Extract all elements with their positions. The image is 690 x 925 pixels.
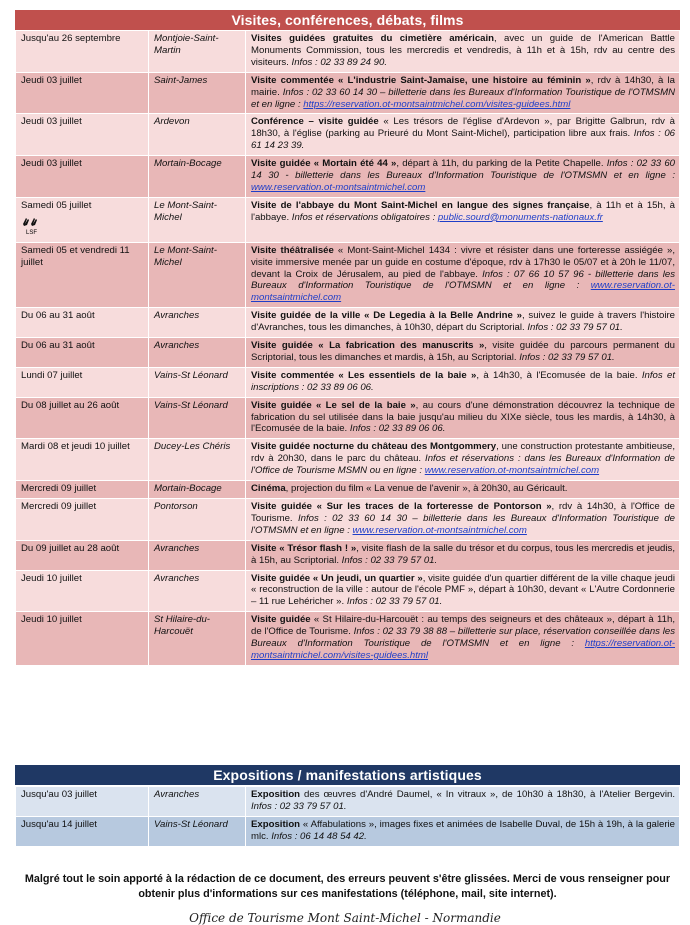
table-row — [16, 787, 680, 817]
event-description — [246, 787, 680, 817]
event-date: Mardi 08 et jeudi 10 juillet — [21, 441, 130, 453]
event-link[interactable]: https://reservation.ot-montsaintmichel.com/visites-guidees.html — [303, 98, 571, 110]
event-date: Mercredi 09 juillet — [21, 483, 97, 495]
event-text: « Mont-Saint-Michel 1434 : vivre et résister dans une forteresse assiégée », visite immersive menée par un guide en costume d'époque, rdv à 17h30 le 05/07 et à 20h le 11/07, devant la Croix de Jérusalem, au pied de l'abbaye. — [251, 244, 675, 280]
event-text: , au cours d'une démonstration découvrez la technique de fabrication du sel utilisée dans la baie jusqu'au milieu du XIXe siècle, tous les mardis, à 14h30, à l'Ecomusée de la baie. — [251, 399, 675, 435]
table-row — [16, 308, 680, 338]
event-info: Infos : 02 33 79 38 88 – billetterie sur place, réservation conseillée dans les Bureaux d'Information Touristique de l'OTMSMN et en ligne : — [251, 626, 675, 650]
event-description — [246, 481, 680, 499]
event-date-cell — [16, 31, 149, 73]
visits-section-title: Visites, conférences, débats, films — [15, 10, 680, 30]
table-row — [16, 540, 680, 570]
event-date: Jusqu'au 14 juillet — [21, 818, 97, 830]
event-info: Infos : 02 33 79 57 01. — [519, 351, 615, 363]
table-row — [16, 242, 680, 308]
event-place: Mortain-Bocage — [149, 156, 246, 198]
event-link[interactable]: www.reservation.ot-montsaintmichel.com — [251, 280, 675, 304]
event-text: des œuvres d'André Daumel, « In vitraux », de 10h30 à 18h30, à l'Atelier Bergevin. — [300, 789, 675, 800]
event-text: , visite flash de la salle du trésor et du corpus, tous les mercredis et jeudis, à 15h, au Scriptorial. — [251, 542, 675, 566]
event-date: Jeudi 10 juillet — [21, 614, 82, 626]
event-date-cell — [16, 72, 149, 114]
event-link[interactable]: https://reservation.ot-montsaintmichel.com/visites-guidees.html — [251, 638, 675, 661]
event-text: , une construction protestante ambitieuse, rdv à 20h30, dans le parc du château. — [251, 441, 676, 465]
event-text: , rdv à 14h30, à la mairie. — [251, 74, 675, 98]
event-text: , à 11h et à 15h, à l'abbaye. — [251, 199, 675, 223]
event-place: Saint-James — [149, 72, 246, 114]
events-table — [15, 30, 680, 666]
event-date-cell — [16, 338, 149, 368]
event-info: Infos : 02 33 60 14 30 – billetterie dans les Bureaux d'Information Touristique de l'OTMSMN et en ligne : — [251, 86, 675, 110]
event-date: Du 06 au 31 août — [21, 310, 95, 322]
event-date-cell — [16, 540, 149, 570]
event-info: Infos : 02 33 79 57 01. — [527, 322, 623, 334]
exhibitions-table — [15, 786, 680, 847]
event-title: Visite « Trésor flash ! » — [251, 542, 357, 554]
table-row — [16, 816, 680, 846]
event-description — [246, 242, 680, 308]
event-date-cell — [16, 114, 149, 156]
event-date: Samedi 05 juillet — [21, 199, 92, 211]
event-title: Visite commentée « L'industrie Saint-Jamaise, une histoire au féminin » — [251, 74, 591, 86]
event-text: , départ à 11h, du parking de la Petite Chapelle. — [396, 158, 607, 170]
event-text: , projection du film « La venue de l'avenir », à 20h30, au Géricault. — [285, 483, 568, 495]
event-date: Du 08 juillet au 26 août — [21, 399, 120, 411]
event-place: Le Mont-Saint-Michel — [149, 242, 246, 308]
event-title: Visite guidée « Sur les traces de la forteresse de Pontorson » — [251, 501, 552, 512]
event-place: Avranches — [149, 308, 246, 338]
event-date-cell — [16, 816, 149, 846]
event-date: Jeudi 10 juillet — [21, 572, 82, 584]
event-info: Infos : 06 61 14 23 39. — [251, 128, 675, 152]
sign-language-icon — [21, 215, 41, 239]
event-title: Visite guidée « La fabrication des manuscrits » — [251, 340, 485, 352]
event-place: Ardevon — [149, 114, 246, 156]
event-title: Visite guidée de la ville « De Legedia à la Belle Andrine » — [251, 310, 522, 322]
event-text: , visite guidée d'un quartier différent de la ville chaque jeudi « reconstruction de la ville : autour de l'école PMF », départ à 10h30, devant « L'Autre Cordonnerie – 11 rue Lehéricher ». — [251, 572, 675, 608]
table-row — [16, 114, 680, 156]
event-info: Infos : 02 33 60 14 30 - billetterie dans les Bureaux d'Information Touristique de l'OTMSMN et en ligne : — [251, 158, 676, 182]
event-title: Visite théâtralisée — [251, 244, 334, 256]
event-description — [246, 397, 680, 439]
event-place: Le Mont-Saint-Michel — [149, 197, 246, 242]
table-row — [16, 612, 680, 666]
event-description — [246, 540, 680, 570]
event-link[interactable]: www.reservation.ot-montsaintmichel.com — [352, 524, 527, 536]
event-link[interactable]: www.reservation.ot-montsaintmichel.com — [251, 181, 426, 193]
event-info: Infos et réservations : dans les Bureaux d'Information de l'Office de Tourisme MSMN ou en ligne : — [251, 453, 675, 477]
event-place: Avranches — [149, 787, 246, 817]
event-date-cell — [16, 367, 149, 397]
event-text: , visite guidée du parcours permanent du Scriptorial, tous les dimanches et mardis, à 15h, au Scriptorial. — [251, 340, 676, 363]
event-date: Mercredi 09 juillet — [21, 501, 97, 512]
event-text: « Les trésors de l'église d'Ardevon », par Brigitte Galbrun, rdv à 18h30, à l'église (parking au Prieuré du Mont Saint-Michel), participation libre aux frais. — [251, 116, 675, 140]
disclaimer: Malgré tout le soin apporté à la rédaction de ce document, des erreurs peuvent s'être glissées. Merci de vous renseigner pour obtenir plus d'informations sur ces manifestations (téléphone, mail, site internet). — [24, 873, 671, 900]
event-text: , à 14h30, à l'Ecomusée de la baie. — [476, 369, 642, 381]
table-row — [16, 156, 680, 198]
event-place: Ducey-Les Chéris — [149, 439, 246, 481]
event-description — [246, 816, 680, 846]
event-info: Infos : 02 33 89 06 06. — [349, 423, 446, 435]
event-description — [246, 439, 680, 481]
event-info: Infos : 07 66 10 57 96 - billetterie dans les Bureaux d'Information Touristique de l'OTMSMN et en ligne : — [251, 268, 675, 292]
event-date-cell — [16, 570, 149, 612]
table-row — [16, 31, 680, 73]
event-date-cell — [16, 499, 149, 541]
event-date: Samedi 05 et vendredi 11 juillet — [21, 244, 130, 268]
event-date: Jeudi 03 juillet — [21, 158, 82, 170]
event-place: Vains-St Léonard — [149, 816, 246, 846]
event-info: Infos : 02 33 79 57 01. — [251, 800, 347, 812]
event-description — [246, 308, 680, 338]
event-description — [246, 367, 680, 397]
event-info: Infos : 06 14 48 54 42. — [271, 830, 367, 842]
event-title: Visite commentée « Les essentiels de la baie » — [251, 369, 477, 381]
event-description — [246, 499, 680, 541]
table-row — [16, 397, 680, 439]
event-title: Visite guidée « Un jeudi, un quartier » — [251, 572, 423, 584]
table-row — [16, 570, 680, 612]
event-description — [246, 72, 680, 114]
event-title: Conférence – visite guidée — [251, 116, 379, 128]
event-info: Infos : 02 33 79 57 01. — [341, 554, 438, 566]
event-date-cell — [16, 439, 149, 481]
event-description — [246, 338, 680, 368]
event-text: , suivez le guide à travers l'histoire d'Avranches, tous les dimanches, à 10h30, départ du Scriptorial. — [251, 310, 675, 334]
event-title: Exposition — [251, 818, 301, 830]
event-text: « St Hilaire-du-Harcouët : au temps des seigneurs et des châteaux », départ à 11h, de l'Office de Tourisme. — [251, 614, 675, 638]
event-text: , rdv à 14h30, à l'Office de Tourisme. — [251, 501, 675, 524]
event-place: Avranches — [149, 338, 246, 368]
event-date: Jusqu'au 26 septembre — [21, 33, 121, 44]
signature: Office de Tourisme Mont Saint-Michel - Normandie — [189, 911, 501, 925]
event-title: Visite guidée nocturne du château des Montgommery — [251, 441, 497, 453]
event-date-cell — [16, 481, 149, 499]
event-title: Cinéma — [251, 483, 286, 495]
event-date-cell — [16, 787, 149, 817]
table-row — [16, 367, 680, 397]
event-info: Infos et inscriptions : 02 33 89 06 06. — [251, 369, 675, 393]
event-place: Pontorson — [149, 499, 246, 541]
event-text: , avec un guide de l'American Battle Monuments Commission, tous les mercredis et vendredis, à 11h et à 15h, rdv au centre des visiteurs. — [251, 33, 675, 68]
event-link[interactable]: www.reservation.ot-montsaintmichel.com — [424, 465, 600, 477]
event-date-cell — [16, 397, 149, 439]
table-row — [16, 338, 680, 368]
event-info: Infos : 02 33 89 24 90. — [291, 56, 388, 68]
event-info: Infos : 02 33 79 57 01. — [346, 596, 443, 608]
event-date-cell — [16, 156, 149, 198]
event-text: « Affabulations », images fixes et animées de Isabelle Duval, de 15h à 19h, à la galerie mlc. — [251, 818, 675, 842]
event-date-cell — [16, 197, 149, 242]
event-description — [246, 156, 680, 198]
event-place: Vains-St Léonard — [149, 367, 246, 397]
event-date: Lundi 07 juillet — [21, 369, 83, 381]
event-info: Infos : 02 33 60 14 30 – billetterie dans les Bureaux d'Information Touristique de l'OTMSMN et en ligne : — [251, 512, 676, 536]
table-row — [16, 439, 680, 481]
event-date-cell — [16, 612, 149, 666]
event-place: Vains-St Léonard — [149, 397, 246, 439]
event-date: Jeudi 03 juillet — [21, 74, 82, 86]
table-row — [16, 481, 680, 499]
event-place: Mortain-Bocage — [149, 481, 246, 499]
exhibitions-section-title: Expositions / manifestations artistiques — [15, 765, 680, 785]
event-date: Jeudi 03 juillet — [21, 116, 82, 128]
event-place: Avranches — [149, 570, 246, 612]
event-title: Visite guidée « Mortain été 44 » — [251, 158, 397, 170]
table-row — [16, 197, 680, 242]
table-row — [16, 499, 680, 541]
event-title: Visite de l'abbaye du Mont Saint-Michel en langue des signes française — [251, 199, 590, 211]
event-description — [246, 570, 680, 612]
event-description — [246, 114, 680, 156]
event-title: Visite guidée « Le sel de la baie » — [251, 399, 416, 411]
event-description — [246, 31, 680, 73]
table-row — [16, 72, 680, 114]
event-description — [246, 612, 680, 666]
event-description — [246, 197, 680, 242]
event-date: Jusqu'au 03 juillet — [21, 789, 97, 800]
event-place: St Hilaire-du-Harcouët — [149, 612, 246, 666]
event-date-cell — [16, 242, 149, 308]
event-date: Du 06 au 31 août — [21, 340, 95, 352]
lsf-badge-label: LSF — [26, 229, 38, 235]
event-info: Infos et réservations obligatoires : — [291, 211, 438, 223]
event-title: Exposition — [251, 789, 301, 800]
event-place: Montjoie-Saint-Martin — [149, 31, 246, 73]
event-title: Visite guidée — [251, 614, 311, 626]
event-date-cell — [16, 308, 149, 338]
event-title: Visites guidées gratuites du cimetière américain — [251, 33, 495, 44]
event-date: Du 09 juillet au 28 août — [21, 542, 120, 554]
event-link[interactable]: public.sourd@monuments-nationaux.fr — [437, 211, 603, 223]
event-place: Avranches — [149, 540, 246, 570]
